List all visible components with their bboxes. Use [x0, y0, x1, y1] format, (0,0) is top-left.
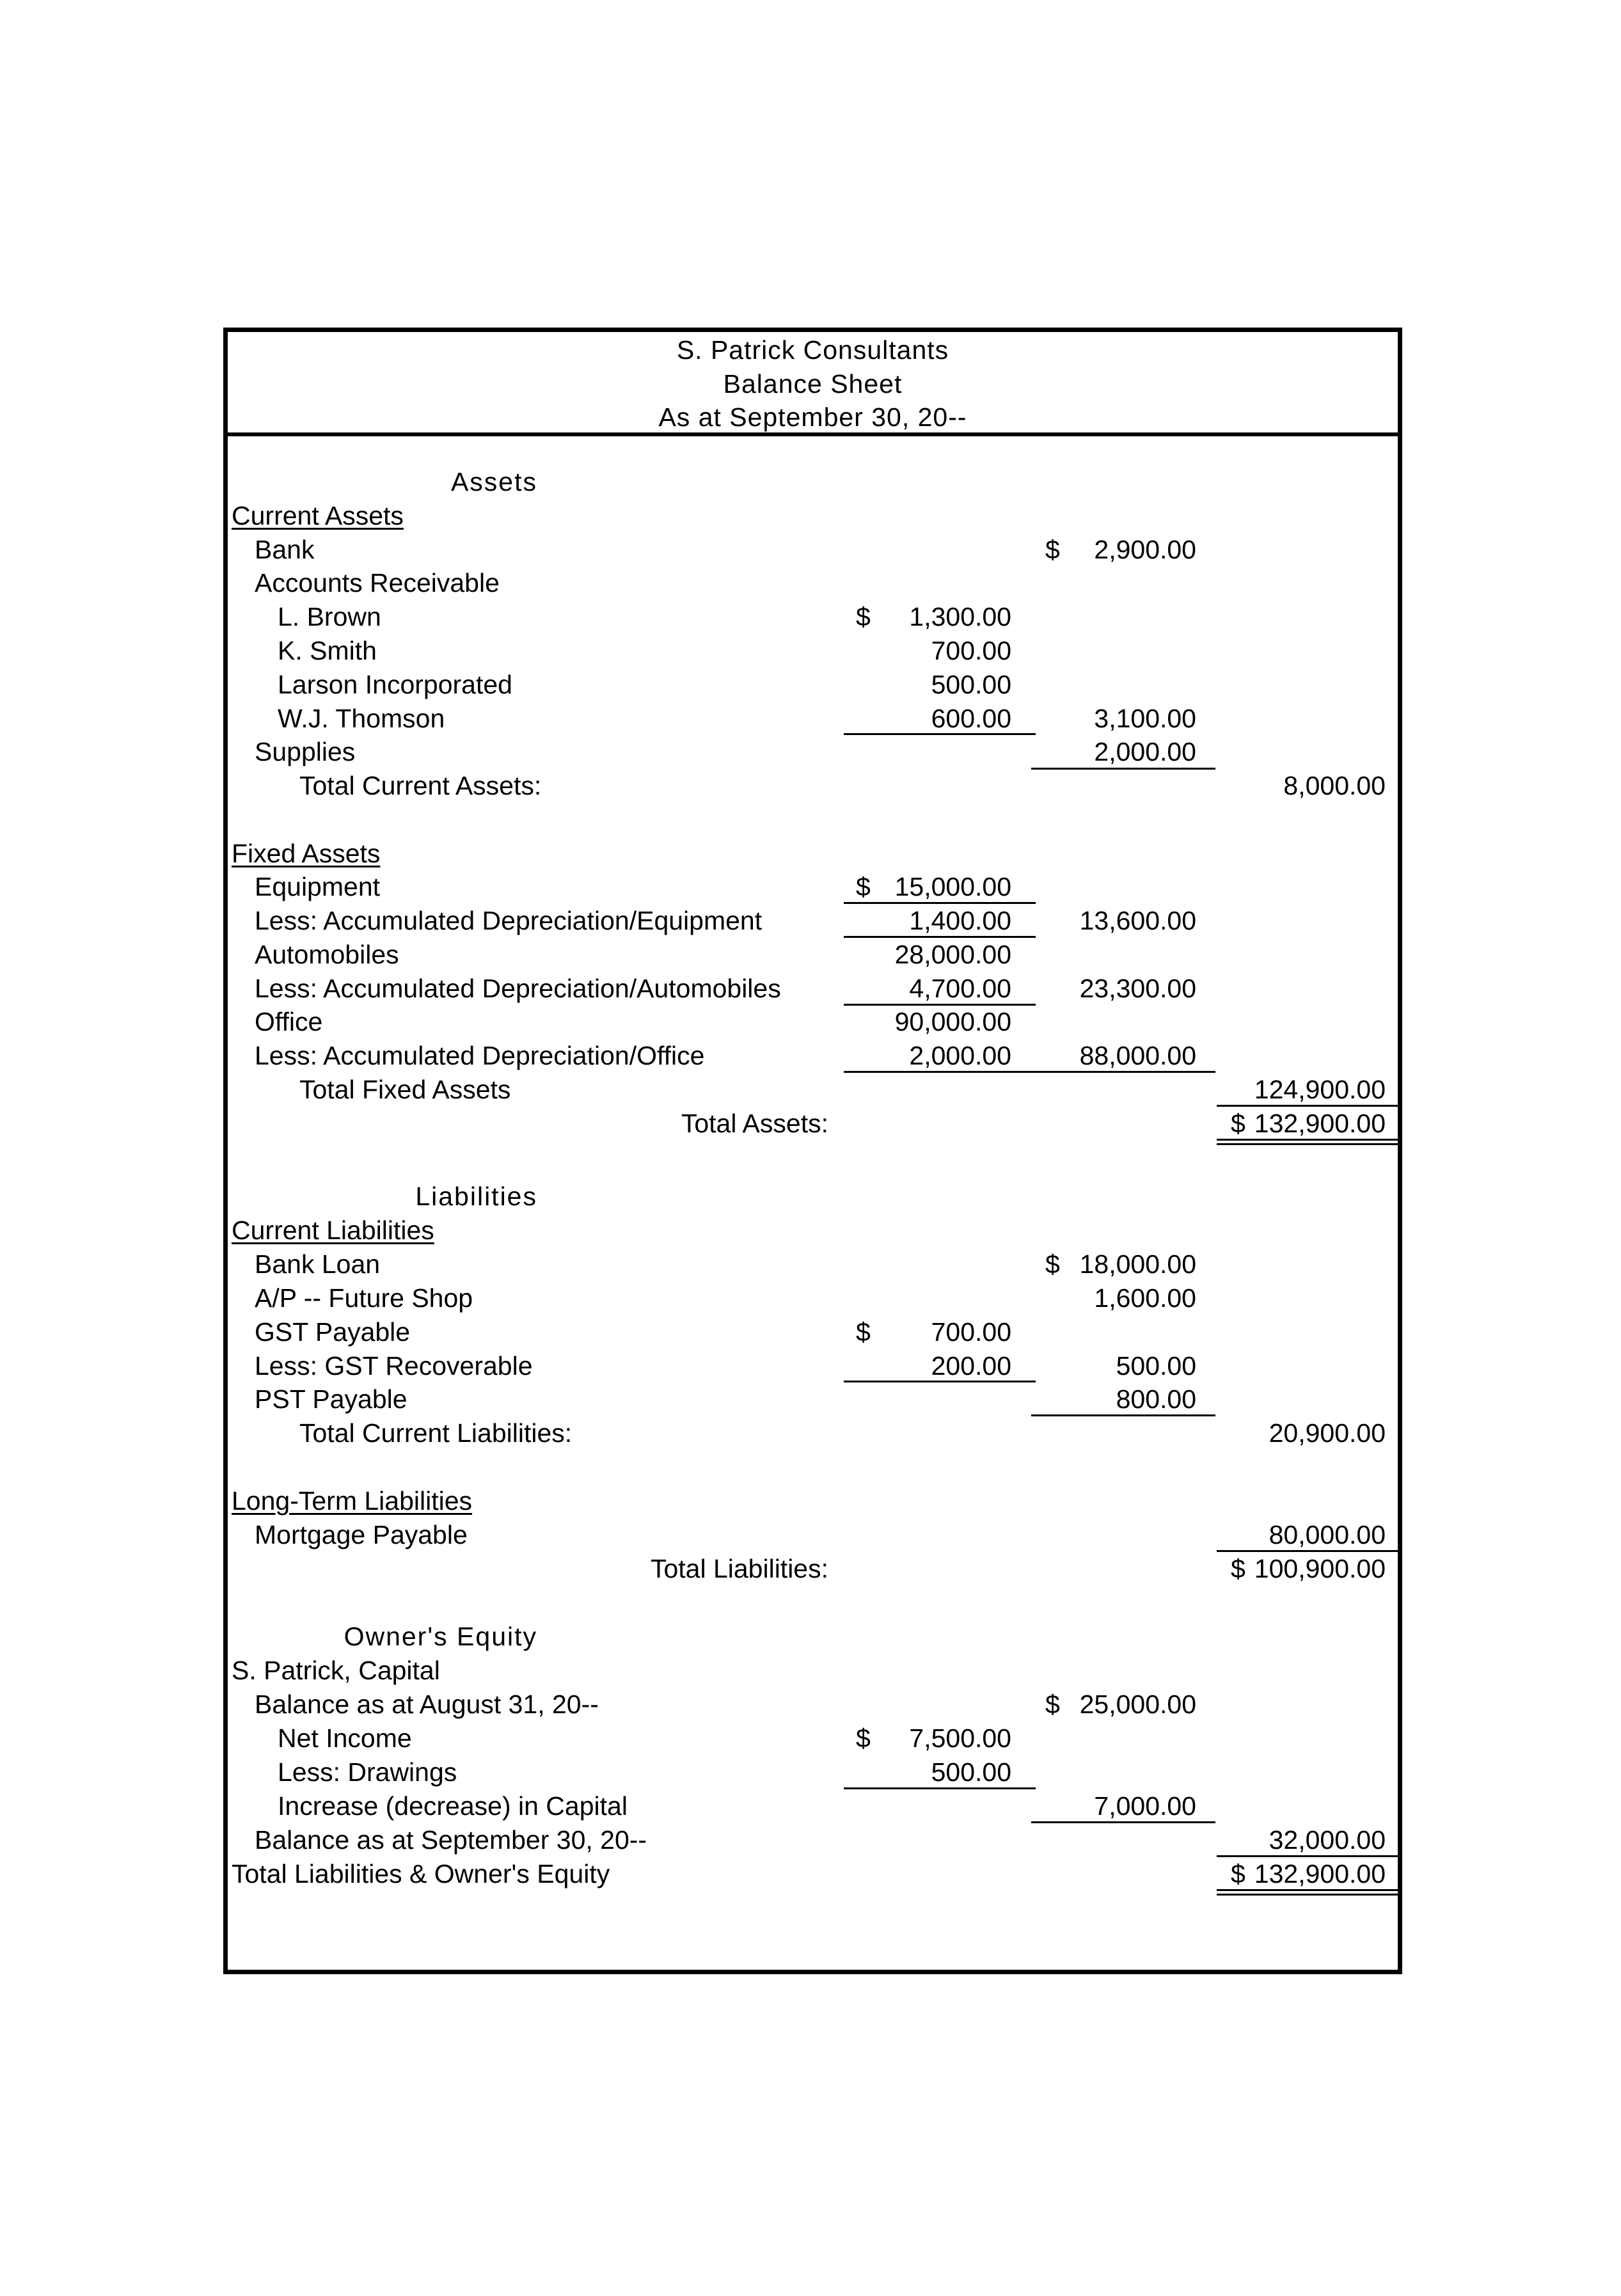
mortgage-amount: 80,000.00 — [1269, 1520, 1386, 1549]
closing-balance-label: Balance as at September 30, 20-- — [255, 1825, 647, 1855]
dollar-sign: $ — [1231, 1859, 1245, 1888]
bank-row — [228, 533, 1398, 567]
office-amount: 90,000.00 — [894, 1007, 1011, 1036]
capital-heading: S. Patrick, Capital — [232, 1656, 440, 1685]
opening-balance-label: Balance as at August 31, 20-- — [255, 1690, 599, 1719]
gst-recoverable-label: Less: GST Recoverable — [255, 1351, 533, 1381]
ar-thomson-label: W.J. Thomson — [278, 704, 445, 733]
ar-label: Accounts Receivable — [255, 568, 500, 598]
supplies-label: Supplies — [255, 737, 356, 766]
company-name-row — [228, 333, 1398, 367]
automobiles-label: Automobiles — [255, 940, 399, 969]
total-liabilities-label: Total Liabilities: — [650, 1554, 828, 1583]
equity-heading: Owner's Equity — [344, 1622, 537, 1651]
ar-smith-label: K. Smith — [278, 636, 377, 665]
equipment-depreciation-label: Less: Accumulated Depreciation/Equipment — [255, 906, 763, 935]
ar-larson-row — [228, 668, 1398, 702]
statement-title-row — [228, 367, 1398, 401]
gst-payable-label: GST Payable — [255, 1317, 411, 1347]
gst-payable-amount: 700.00 — [931, 1317, 1011, 1347]
dollar-sign: $ — [1045, 1249, 1060, 1279]
total-current-assets-label: Total Current Assets: — [299, 771, 542, 800]
total-fixed-assets-row — [228, 1073, 1398, 1107]
supplies-row — [228, 735, 1398, 769]
accounts-payable-row — [228, 1281, 1398, 1315]
drawings-amount: 500.00 — [931, 1757, 1011, 1787]
total-liabilities-equity-label: Total Liabilities & Owner's Equity — [232, 1859, 610, 1888]
assets-heading-row — [228, 465, 1398, 499]
total-current-assets-row — [228, 769, 1398, 803]
dollar-sign: $ — [856, 872, 871, 901]
closing-balance-row — [228, 1823, 1398, 1857]
mortgage-label: Mortgage Payable — [255, 1520, 468, 1549]
fixed-assets-heading: Fixed Assets — [232, 839, 381, 868]
ar-brown-row — [228, 600, 1398, 634]
office-row — [228, 1005, 1398, 1039]
long-term-liabilities-heading: Long-Term Liabilities — [232, 1486, 473, 1516]
statement-date-row — [228, 400, 1398, 434]
mortgage-row — [228, 1518, 1398, 1552]
ar-larson-label: Larson Incorporated — [278, 670, 512, 699]
office-label: Office — [255, 1007, 323, 1036]
ar-thomson-amount: 600.00 — [931, 704, 1011, 733]
liabilities-heading-row — [228, 1180, 1398, 1214]
automobiles-depreciation-amount: 4,700.00 — [909, 974, 1011, 1003]
drawings-row — [228, 1755, 1398, 1789]
total-current-liabilities-row — [228, 1416, 1398, 1450]
drawings-label: Less: Drawings — [278, 1757, 457, 1787]
ar-larson-amount: 500.00 — [931, 670, 1011, 699]
pst-payable-row — [228, 1382, 1398, 1416]
dollar-sign: $ — [856, 602, 871, 631]
ar-thomson-row — [228, 702, 1398, 736]
statement-title: Balance Sheet — [723, 369, 903, 399]
current-assets-heading: Current Assets — [232, 501, 404, 530]
equipment-depreciation-row — [228, 904, 1398, 938]
automobiles-amount: 28,000.00 — [894, 940, 1011, 969]
capital-increase-amount: 7,000.00 — [1094, 1791, 1196, 1821]
capital-increase-label: Increase (decrease) in Capital — [278, 1791, 628, 1821]
capital-heading-row — [228, 1654, 1398, 1688]
net-income-row — [228, 1722, 1398, 1755]
double-underline — [1217, 1889, 1402, 1891]
total-current-assets-amount: 8,000.00 — [1283, 771, 1386, 800]
equipment-label: Equipment — [255, 872, 381, 901]
gst-payable-row — [228, 1315, 1398, 1349]
total-liabilities-row — [228, 1552, 1398, 1586]
net-income-label: Net Income — [278, 1723, 412, 1753]
double-underline — [1217, 1143, 1402, 1145]
bank-loan-label: Bank Loan — [255, 1249, 381, 1279]
bank-loan-amount: 18,000.00 — [1079, 1249, 1196, 1279]
automobiles-depreciation-label: Less: Accumulated Depreciation/Automobiles — [255, 974, 781, 1003]
double-underline — [1217, 1894, 1402, 1896]
total-current-liabilities-amount: 20,900.00 — [1269, 1418, 1386, 1448]
automobiles-net-amount: 23,300.00 — [1079, 974, 1196, 1003]
total-fixed-assets-amount: 124,900.00 — [1254, 1075, 1386, 1104]
gst-net-amount: 500.00 — [1116, 1351, 1196, 1381]
header-divider — [228, 432, 1398, 436]
equipment-row — [228, 870, 1398, 904]
total-liabilities-equity-row — [228, 1857, 1398, 1891]
office-depreciation-label: Less: Accumulated Depreciation/Office — [255, 1041, 705, 1070]
dollar-sign: $ — [1045, 535, 1060, 564]
total-liabilities-amount: 100,900.00 — [1254, 1554, 1386, 1583]
fixed-assets-heading-row — [228, 837, 1398, 871]
office-depreciation-row — [228, 1039, 1398, 1073]
current-assets-heading-row — [228, 499, 1398, 533]
ar-subtotal: 3,100.00 — [1094, 704, 1196, 733]
double-underline — [1217, 1139, 1402, 1141]
equipment-depreciation-amount: 1,400.00 — [909, 906, 1011, 935]
dollar-sign: $ — [856, 1723, 871, 1753]
opening-balance-amount: 25,000.00 — [1079, 1690, 1196, 1719]
balance-sheet — [223, 328, 1402, 1974]
total-assets-amount: 132,900.00 — [1254, 1109, 1386, 1138]
dollar-sign: $ — [856, 1317, 871, 1347]
net-income-amount: 7,500.00 — [909, 1723, 1011, 1753]
equipment-amount: 15,000.00 — [894, 872, 1011, 901]
dollar-sign: $ — [1231, 1109, 1245, 1138]
equipment-net-amount: 13,600.00 — [1079, 906, 1196, 935]
company-name: S. Patrick Consultants — [676, 335, 949, 365]
total-fixed-assets-label: Total Fixed Assets — [299, 1075, 511, 1104]
ar-smith-amount: 700.00 — [931, 636, 1011, 665]
current-liabilities-heading: Current Liabilities — [232, 1215, 434, 1245]
capital-increase-row — [228, 1789, 1398, 1823]
liabilities-heading: Liabilities — [415, 1182, 537, 1211]
gst-recoverable-row — [228, 1349, 1398, 1383]
dollar-sign: $ — [1231, 1554, 1245, 1583]
assets-heading: Assets — [450, 467, 537, 496]
statement-date: As at September 30, 20-- — [658, 402, 967, 432]
total-assets-label: Total Assets: — [681, 1109, 828, 1138]
accounts-payable-label: A/P -- Future Shop — [255, 1283, 473, 1313]
bank-amount: 2,900.00 — [1094, 535, 1196, 564]
gst-recoverable-amount: 200.00 — [931, 1351, 1011, 1381]
bank-loan-row — [228, 1247, 1398, 1281]
bank-label: Bank — [255, 535, 315, 564]
equity-heading-row — [228, 1620, 1398, 1654]
supplies-amount: 2,000.00 — [1094, 737, 1196, 766]
ar-brown-label: L. Brown — [278, 602, 381, 631]
ar-smith-row — [228, 634, 1398, 668]
total-current-liabilities-label: Total Current Liabilities: — [299, 1418, 573, 1448]
total-assets-row — [228, 1107, 1398, 1141]
pst-payable-label: PST Payable — [255, 1384, 407, 1414]
long-term-liabilities-heading-row — [228, 1484, 1398, 1518]
ar-heading-row — [228, 566, 1398, 600]
automobiles-depreciation-row — [228, 972, 1398, 1006]
closing-balance-amount: 32,000.00 — [1269, 1825, 1386, 1855]
dollar-sign: $ — [1045, 1690, 1060, 1719]
accounts-payable-amount: 1,600.00 — [1094, 1283, 1196, 1313]
office-depreciation-amount: 2,000.00 — [909, 1041, 1011, 1070]
total-liabilities-equity-amount: 132,900.00 — [1254, 1859, 1386, 1888]
pst-payable-amount: 800.00 — [1116, 1384, 1196, 1414]
opening-balance-row — [228, 1688, 1398, 1722]
automobiles-row — [228, 938, 1398, 972]
ar-brown-amount: 1,300.00 — [909, 602, 1011, 631]
office-net-amount: 88,000.00 — [1079, 1041, 1196, 1070]
current-liabilities-heading-row — [228, 1214, 1398, 1247]
